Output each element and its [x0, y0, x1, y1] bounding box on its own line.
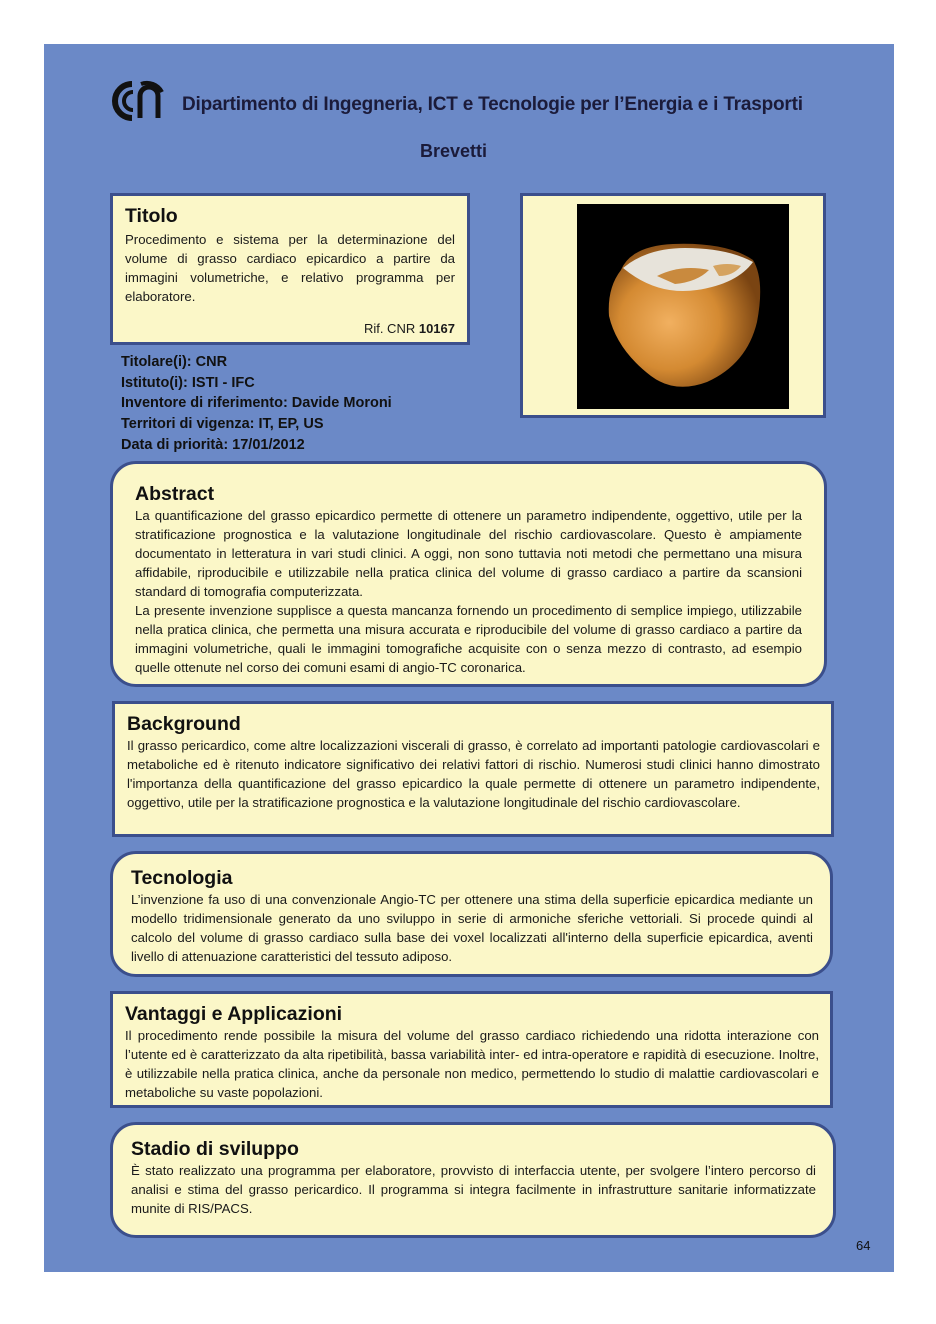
vantaggi-box	[110, 991, 833, 1108]
image-box	[520, 193, 826, 418]
background-box	[112, 701, 834, 837]
tecnologia-box	[110, 851, 833, 977]
tecnologia-heading: Tecnologia	[131, 867, 233, 889]
vantaggi-text: Il procedimento rende possibile la misura del volume del grasso cardiaco richiedendo una ridotta interazione con l’utente ed è caratterizzato da alta ripetibilità, bassa variabilità inter- ed intra-operatore e rapidità di esecuzione. Inoltre, è utilizzabile nella pratica clinica, anche da personale non medico, permettendo lo studio di malattie cardiovascolari e metaboliche su vaste popolazioni.	[125, 1028, 819, 1100]
stadio-text: È stato realizzato una programma per elaboratore, provvisto di interfaccia utente, per svolgere l’intero percorso di analisi e stima del grasso pericardico. Il programma si integra facilmente in infrastrutture sanitarie informatizzate munite di RIS/PACS.	[131, 1163, 816, 1216]
abstract-box	[110, 461, 827, 687]
titolare-line: Titolare(i): CNR	[121, 354, 228, 370]
abstract-paragraph-2: La presente invenzione supplisce a questa mancanza fornendo un procedimento di semplice impiego, utilizzabile nella pratica clinica, che permetta una misura accurata e riproducibile del volume di grasso cardiaco a partire da immagini volumetriche, quali le immagini tomografiche acquisite con o senza mezzo di contrasto, ad esempio quelle ottenute nel corso dei comuni esami di angio-TC coronarica.	[135, 603, 802, 675]
titolo-text: Procedimento e sistema per la determinazione del volume di grasso cardiaco epicardico a partire da immagini volumetriche, e relativo programma per elaboratore.	[125, 232, 455, 304]
patent-metadata	[121, 352, 392, 456]
rif-number: 10167	[418, 321, 455, 336]
abstract-heading: Abstract	[135, 483, 215, 505]
background-heading: Background	[127, 713, 241, 735]
page-number: 64	[856, 1238, 871, 1253]
titolo-box	[110, 193, 470, 345]
section-title: Brevetti	[420, 141, 488, 161]
data-priorita-line: Data di priorità: 17/01/2012	[121, 436, 305, 453]
cnr-logo-icon	[110, 78, 164, 124]
titolo-heading: Titolo	[125, 205, 178, 227]
stadio-heading: Stadio di sviluppo	[131, 1138, 299, 1160]
abstract-paragraph-1: La quantificazione del grasso epicardico permette di ottenere un parametro indipendente, oggettivo, utile per la stratificazione prognostica e la valutazione longitudinale del rischio cardiovascolare. Questo è ampiamente documentato in letteratura in vari studi clinici. A oggi, non sono tuttavia noti metodi che permettano una misura affidabile, riproducibile e utilizzabile nella pratica clinica del volume di grasso cardiaco a partire da scansioni standard di tomografia computerizzata.	[135, 508, 802, 599]
territori-line: Territori di vigenza: IT, EP, US	[121, 416, 324, 433]
department-title: Dipartimento di Ingegneria, ICT e Tecnologie per l’Energia e i Trasporti	[182, 94, 803, 115]
heart-image	[577, 204, 789, 409]
rif-label: Rif. CNR	[363, 321, 416, 336]
tecnologia-text: L’invenzione fa uso di una convenzionale Angio-TC per ottenere una stima della superficie epicardica mediante un modello tridimensionale generato da uno sviluppo in serie di armoniche sferiche vettoriali. Si procede quindi al calcolo del volume di grasso cardiaco sulla base dei voxel localizzati all'interno della superficie epicardica, aventi livello di attenuazione caratteristici del tessuto adiposo.	[131, 892, 813, 964]
heart-3d-render-icon	[577, 204, 789, 409]
vantaggi-heading: Vantaggi e Applicazioni	[125, 1003, 343, 1025]
istituto-line: Istituto(i): ISTI - IFC	[121, 374, 255, 391]
background-text: Il grasso pericardico, come altre localizzazioni viscerali di grasso, è correlato ad importanti patologie cardiovascolari e metaboliche ed è ritenuto indicatore significativo dei relativi fattori di rischio. Numerosi studi clinici hanno dimostrato l'importanza della quantificazione del grasso epicardico la quale permette di ottenere un parametro indipendente, oggettivo, utile per la stratificazione prognostica e la valutazione longitudinale del rischio cardiovascolare.	[127, 738, 820, 810]
stadio-box	[110, 1122, 836, 1238]
inventore-line: Inventore di riferimento: Davide Moroni	[121, 395, 392, 412]
rif-cnr	[364, 321, 455, 336]
